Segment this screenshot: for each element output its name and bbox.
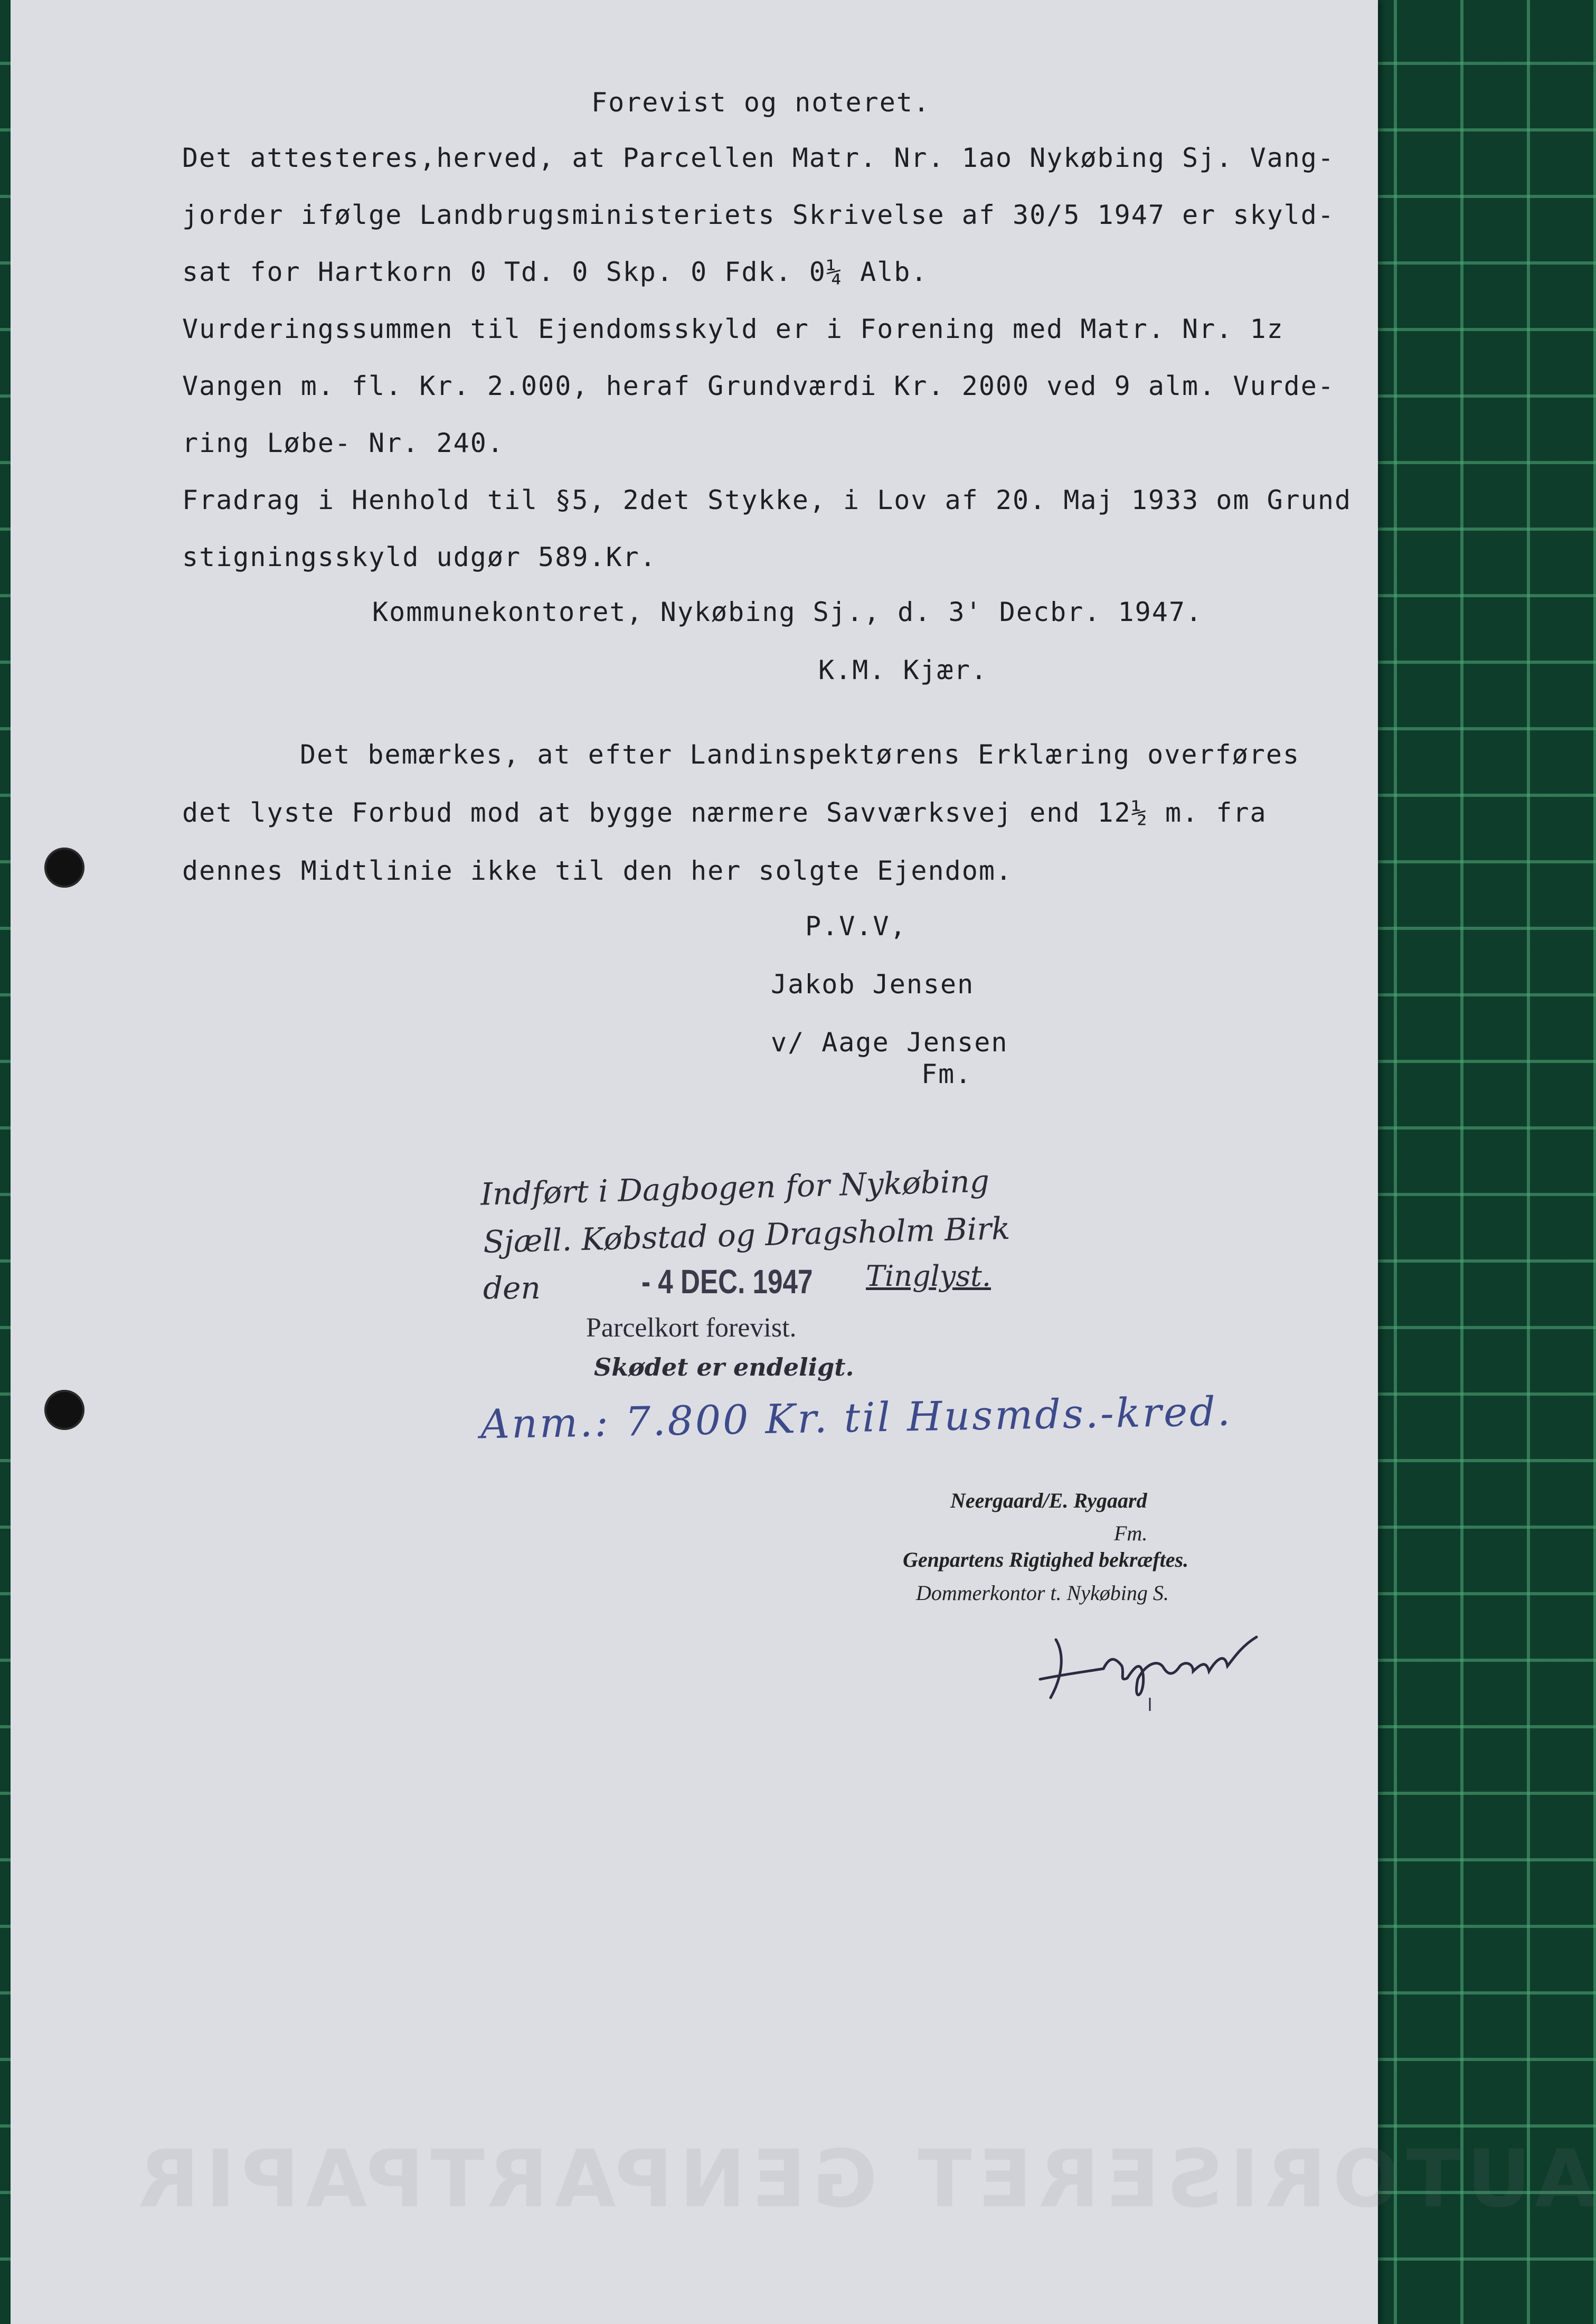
court-stamp-name: Neergaard/E. Rygaard xyxy=(950,1489,1147,1512)
signature-rygaard xyxy=(1035,1616,1283,1711)
sig-name: Jakob Jensen xyxy=(771,969,975,1000)
para2-line1: Det bemærkes, at efter Landinspektørens Erklæring overføres xyxy=(300,739,1300,770)
tinglyst-label: Tinglyst. xyxy=(866,1259,991,1293)
punch-hole-top xyxy=(44,848,84,888)
para1-line5: Vangen m. fl. Kr. 2.000, heraf Grundværdi Kr. 2000 ved 9 alm. Vurde- xyxy=(182,371,1335,401)
court-stamp-fm: Fm. xyxy=(1114,1521,1148,1545)
court-stamp-line2: Dommerkontor t. Nykøbing S. xyxy=(916,1581,1169,1605)
para1-line8: stigningsskyld udgør 589.Kr. xyxy=(182,542,657,572)
punch-hole-bottom xyxy=(44,1390,84,1430)
registration-stamp-line2: Sjæll. Købstad og Dragsholm Birk xyxy=(483,1210,1011,1260)
sig-for: v/ Aage Jensen xyxy=(771,1027,1008,1058)
para2-line2: det lyste Forbud mod at bygge nærmere Savværksvej end 12½ m. fra xyxy=(182,797,1267,828)
para1-line2: jorder ifølge Landbrugsministeriets Skrivelse af 30/5 1947 er skyld- xyxy=(182,200,1335,230)
skodet-line: Skødet er endeligt. xyxy=(594,1353,854,1381)
signer-kjaer: K.M. Kjær. xyxy=(818,655,988,685)
para1-line6: ring Løbe- Nr. 240. xyxy=(182,428,504,458)
para1-line7: Fradrag i Henhold til §5, 2det Stykke, i Lov af 20. Maj 1933 om Grund xyxy=(182,485,1352,515)
sig-fm: Fm. xyxy=(921,1059,972,1089)
para1-line4: Vurderingssummen til Ejendomsskyld er i Forening med Matr. Nr. 1z xyxy=(182,314,1284,344)
doc-heading: Forevist og noteret. xyxy=(591,87,931,118)
handwritten-note: Anm.: 7.800 Kr. til Husmds.-kred. xyxy=(480,1387,1233,1448)
registration-stamp-line1: Indført i Dagbogen for Nykøbing xyxy=(480,1163,990,1212)
parcelkort-line: Parcelkort forevist. xyxy=(586,1313,797,1343)
sig-pvv: P.V.V, xyxy=(805,911,907,942)
watermark: AUTORISERET GENPARTPAPIR xyxy=(132,2133,1596,2225)
para2-line3: dennes Midtlinie ikke til den her solgte Ejendom. xyxy=(182,855,1013,886)
court-stamp-line1: Genpartens Rigtighed bekræftes. xyxy=(903,1548,1189,1572)
para1-line3: sat for Hartkorn 0 Td. 0 Skp. 0 Fdk. 0¼ Alb. xyxy=(182,257,928,287)
para1-line1: Det attesteres,herved, at Parcellen Matr. Nr. 1ao Nykøbing Sj. Vang- xyxy=(182,143,1335,173)
document-page xyxy=(11,0,1596,2324)
office-line: Kommunekontoret, Nykøbing Sj., d. 3' Decbr. 1947. xyxy=(372,597,1203,627)
registration-stamp-den: den xyxy=(483,1270,541,1306)
registration-date: - 4 DEC. 1947 xyxy=(641,1263,813,1301)
